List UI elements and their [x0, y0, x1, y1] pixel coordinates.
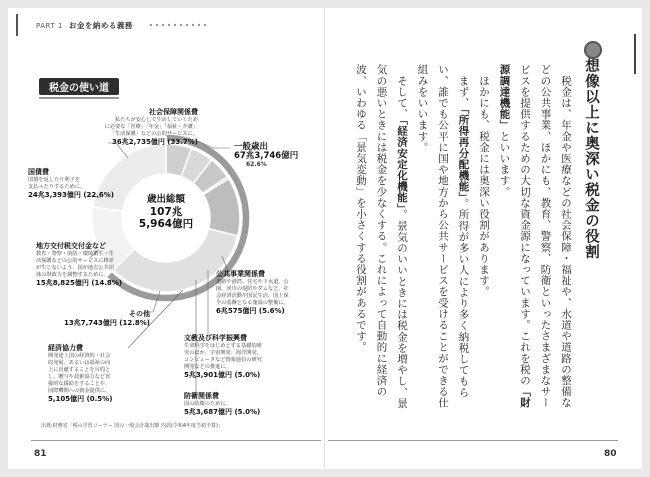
label-chiho-value: 15兆8,825億円 (14.8%) — [36, 279, 123, 287]
coin-stack-icon — [584, 41, 602, 59]
label-sonota — [38, 310, 150, 328]
body-highlight: 「経済安定化機能」 — [396, 119, 408, 209]
source-note: 出典:財務省「税の学習コーナー 国の一般会計歳出額 内訳(令和4年度当初予算)」 — [41, 423, 223, 429]
body-run: そして、 — [396, 75, 408, 120]
page-number-right: 80 — [604, 449, 617, 459]
center-line-3: 5,964億円 — [138, 218, 194, 230]
page-gutter — [324, 8, 325, 469]
label-kokusai-title: 国債費 — [28, 168, 49, 176]
label-kokusai — [28, 168, 114, 200]
center-line-1: 歳出総額 — [146, 194, 185, 205]
part-label: PART 1 — [36, 22, 63, 30]
label-kokusai-value: 24兆3,393億円 (22.6%) — [28, 191, 115, 199]
label-bouei-desc-1: 国の防衛のために。 — [184, 401, 231, 407]
label-bunkyo-desc-4: 開発などの推進に。 — [184, 364, 231, 370]
label-bouei-title: 防衛関係費 — [184, 392, 219, 400]
label-shakai-desc-2: に必要な「医療」「年金」「福祉・介護」 — [104, 124, 198, 130]
body-run: 。景気のいいときには税金を増やし、景気の悪いときには税金を少なくする。これによって自動的に経済の波、いわゆる「景気変動」を小さくする役割があるです。 — [355, 64, 408, 409]
label-shakai-desc-1: 私たちが安心して生活していくため — [114, 117, 198, 123]
label-bunkyo-desc-2: 究のほか、宇宙開発、海洋開発、 — [184, 350, 262, 356]
label-keizai-value: 5,105億円 (0.5%) — [48, 395, 113, 403]
book-spread — [8, 8, 642, 469]
label-koukyo-desc-4: 全の基盤となる施設の整備に。 — [216, 300, 289, 306]
body-paragraph-4 — [351, 64, 413, 414]
label-ippan-value: 67兆3,746億円 — [234, 151, 299, 161]
label-bunkyo-desc-1: 生命科学をはじめとする基礎的研 — [184, 343, 262, 349]
label-keizai-desc-3: 上に貢献することを目的と — [48, 367, 111, 373]
label-koukyo-value: 6兆575億円 (5.6%) — [216, 307, 285, 315]
label-bunkyo-value: 5兆3,901億円 (5.0%) — [184, 371, 261, 379]
label-chiho-desc-1: 教育・警察・消防・環境衛生・生 — [36, 251, 114, 257]
label-sonota-value: 13兆7,743億円 (12.8%) — [63, 319, 150, 327]
body-paragraph-2 — [474, 64, 495, 414]
body-run: といいます。 — [498, 130, 511, 198]
body-highlight: 「所得再分配機能」 — [457, 108, 470, 198]
label-koukyo-desc-1: 道路や港湾、住宅や下水道、公 — [216, 279, 289, 285]
label-keizai — [48, 344, 112, 404]
label-keizai-title: 経済協力費 — [48, 344, 83, 352]
label-koukyo-desc-3: 会経済活動や国民生活、国土保 — [216, 293, 289, 299]
label-chiho — [36, 242, 122, 288]
body-highlight: 「財源調達機能」 — [498, 64, 531, 409]
label-bouei — [184, 392, 260, 417]
body-run: ほかにも、税金には奥深い役割があります。 — [478, 75, 490, 298]
right-edge-tab — [634, 34, 636, 74]
footer-rule-right — [328, 440, 618, 441]
label-keizai-desc-5: 接的な援助をすることや、 — [48, 381, 111, 387]
label-ippan-pct: 62.6% — [246, 161, 267, 168]
label-bunkyo-desc-3: コンピュータなど情報通信の研究 — [184, 357, 262, 363]
label-keizai-desc-6: 国際機関への資金提供に。 — [48, 388, 111, 394]
chapter-title: お金を納める義務 — [68, 21, 133, 30]
label-keizai-desc-2: 的発展、あるいは福祉の向 — [48, 360, 111, 366]
label-bunkyo — [184, 334, 262, 380]
label-shakai-title: 社会保障関係費 — [149, 108, 198, 116]
label-shakai-value: 36兆2,735億円 (33.7%) — [111, 138, 198, 146]
body-run: まず、 — [457, 75, 470, 109]
center-line-2: 107兆 — [149, 206, 183, 218]
footer-rule-left — [31, 440, 321, 441]
label-kokusai-desc-2: 支払ったりするために。 — [28, 184, 86, 190]
label-koukyo-desc-2: 園、河川の堤防やダムなど、社 — [216, 286, 289, 292]
body-run: 税金は、年金や医療などの社会保障・福祉や、水道や道路の整備などの公共事業、ほかにも、教育、警察、防衛といったさまざまなサービスを提供するための大切な資金源になっています。これを税の — [519, 64, 572, 409]
page-number-left: 81 — [34, 449, 47, 459]
label-bunkyo-title: 文教及び科学振興費 — [184, 334, 247, 342]
label-ippan — [234, 143, 298, 168]
label-chiho-desc-4: 体の財政力を調整するために。 — [36, 272, 109, 278]
label-bouei-value: 5兆3,687億円 (5.0%) — [184, 408, 261, 416]
chart-center-label — [126, 194, 206, 230]
section-title: 想像以上に奥深い税金の役割 — [583, 58, 599, 260]
body-text — [351, 64, 577, 414]
label-koukyo-title: 公共事業関係費 — [216, 270, 265, 278]
section-badge: 税金の使い道 — [39, 78, 119, 95]
label-shakai-desc-3: 「生活保護」などの公的サービスに。 — [109, 131, 198, 137]
label-sonota-title: その他 — [129, 310, 150, 318]
label-shakai — [48, 108, 198, 147]
label-chiho-desc-3: が生じないよう、国が地方公共団 — [36, 265, 114, 271]
label-keizai-desc-1: 開発途上国の経済的・社会 — [48, 353, 111, 359]
body-paragraph-1 — [494, 64, 576, 414]
label-kokusai-desc-1: 国債を返したり利子を — [28, 177, 80, 183]
label-chiho-title: 地方交付税交付金など — [36, 242, 106, 250]
label-keizai-desc-4: し、贈与や技術協力など直 — [48, 374, 111, 380]
label-chiho-desc-2: 活保護などの公的サービスに格差 — [36, 258, 114, 264]
body-paragraph-3 — [412, 64, 474, 414]
label-ippan-title: 一般歳出 — [234, 142, 269, 152]
label-koukyo — [216, 270, 289, 316]
body-run: 。所得が多い人により多く納税してもらい、誰でも公平に国や地方から公共サービスを受けることができる仕組みをいいます。 — [416, 64, 470, 409]
